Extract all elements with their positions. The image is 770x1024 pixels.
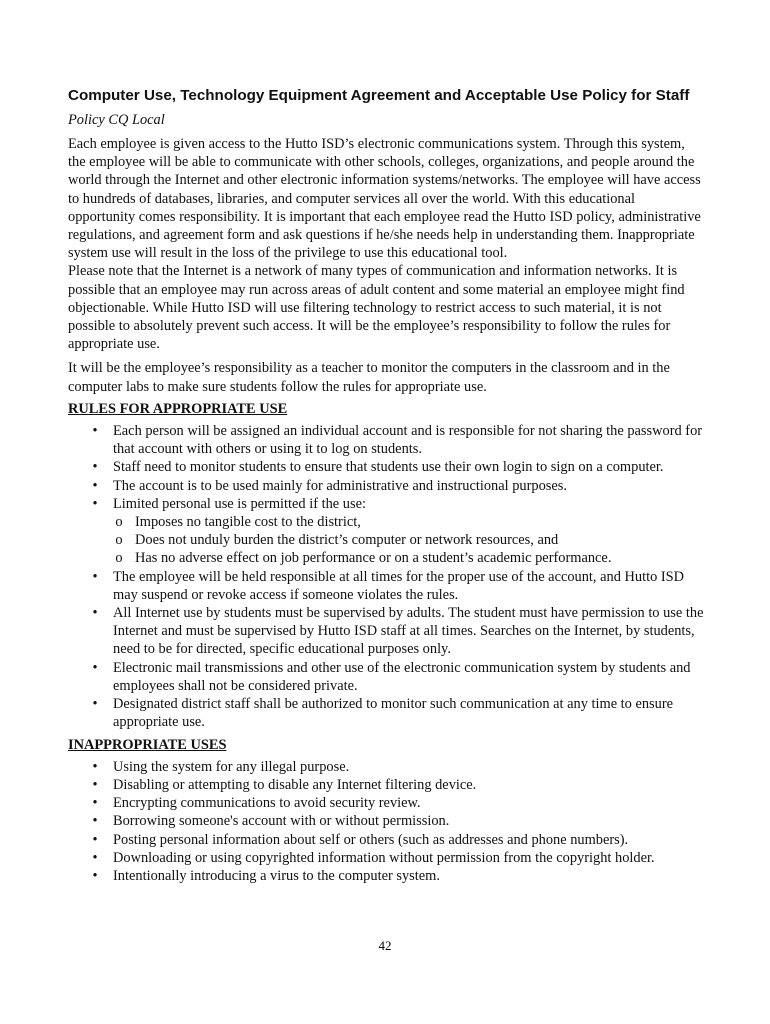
list-item — [68, 867, 704, 885]
list-item — [68, 477, 704, 495]
list-item — [68, 495, 704, 568]
sub-list-item — [113, 513, 704, 531]
circle-bullet-icon: o — [115, 514, 123, 531]
filtering-paragraph: Please note that the Internet is a network of many types of communication and information networks. It is possible that an employee may run across areas of adult content and some material an employee might find objectionable. While Hutto ISD will use filtering technology to restrict access to such material, it is not possible to absolutely prevent such access. It will be the employee’s responsibility to follow the rules for appropriate use. — [68, 263, 685, 353]
bullet-icon: • — [92, 659, 98, 676]
list-item — [68, 812, 704, 830]
inappropriate-uses-heading: INAPPROPRIATE USES — [68, 736, 227, 753]
bullet-icon: • — [92, 459, 98, 476]
intro-paragraph: Each employee is given access to the Hutto ISD’s electronic communications system. Through this system, the employee will be able to communicate with other schools, colleges, organizations, and people around the world through the Internet and other electronic information systems/networks. The employee will have access to hundreds of databases, libraries, and computer services all over the world. With this educational opportunity comes responsibility. It is important that each employee read the Hutto ISD policy, administrative regulations, and agreement form and ask questions if he/she needs help in understanding them. Inappropriate system use will result in the loss of the privilege to use this educational tool. — [68, 136, 701, 262]
bullet-icon: • — [92, 758, 98, 775]
list-item — [68, 831, 704, 849]
list-item-text: Limited personal use is permitted if the use: — [113, 495, 366, 512]
circle-bullet-icon: o — [115, 532, 123, 549]
list-item-text: The employee will be held responsible at all times for the proper use of the account, and Hutto ISD may suspend or revoke access if someone violates the rules. — [113, 568, 685, 603]
teacher-responsibility-paragraph: It will be the employee’s responsibility as a teacher to monitor the computers in the classroom and in the computer labs to make sure students follow the rules for appropriate use. — [68, 360, 670, 395]
list-item — [68, 695, 704, 731]
list-item — [68, 422, 704, 458]
bullet-icon: • — [92, 605, 98, 622]
sub-list-item — [113, 549, 704, 567]
list-item-text: Borrowing someone's account with or without permission. — [113, 813, 450, 830]
list-item-text: Intentionally introducing a virus to the computer system. — [113, 867, 440, 884]
list-item-text: Using the system for any illegal purpose. — [113, 758, 350, 775]
list-item-text: Electronic mail transmissions and other use of the electronic communication system by students and employees shall not be considered private. — [113, 659, 691, 694]
list-item-text: Posting personal information about self or others (such as addresses and phone numbers). — [113, 831, 629, 848]
inappropriate-uses-list — [68, 758, 704, 885]
bullet-icon: • — [92, 568, 98, 585]
list-item — [68, 659, 704, 695]
policy-subtitle: Policy CQ Local — [68, 112, 165, 128]
sub-list-item — [113, 531, 704, 549]
rules-list — [68, 422, 704, 731]
list-item-text: Each person will be assigned an individual account and is responsible for not sharing the password for that account with others or using it to log on students. — [113, 423, 703, 458]
list-item — [68, 568, 704, 604]
bullet-icon: • — [92, 831, 98, 848]
list-item — [68, 458, 704, 476]
sub-list-item-text: Does not unduly burden the district’s computer or network resources, and — [135, 532, 559, 549]
list-item-text: Disabling or attempting to disable any Internet filtering device. — [113, 776, 477, 793]
document-title: Computer Use, Technology Equipment Agreement and Acceptable Use Policy for Staff — [68, 87, 690, 104]
bullet-icon: • — [92, 495, 98, 512]
list-item-text: Staff need to monitor students to ensure that students use their own login to sign on a computer. — [113, 459, 664, 476]
list-item-text: Downloading or using copyrighted information without permission from the copyright holder. — [113, 849, 655, 866]
list-item-text: The account is to be used mainly for administrative and instructional purposes. — [113, 477, 567, 494]
list-item — [68, 776, 704, 794]
bullet-icon: • — [92, 696, 98, 713]
bullet-icon: • — [92, 849, 98, 866]
list-item — [68, 849, 704, 867]
sub-list-item-text: Imposes no tangible cost to the district, — [135, 514, 361, 531]
personal-use-conditions-list — [113, 513, 704, 568]
circle-bullet-icon: o — [115, 550, 123, 567]
bullet-icon: • — [92, 813, 98, 830]
bullet-icon: • — [92, 795, 98, 812]
bullet-icon: • — [92, 867, 98, 884]
rules-heading: RULES FOR APPROPRIATE USE — [68, 400, 288, 417]
list-item-text: Encrypting communications to avoid security review. — [113, 795, 421, 812]
bullet-icon: • — [92, 477, 98, 494]
bullet-icon: • — [92, 776, 98, 793]
list-item-text: Designated district staff shall be authorized to monitor such communication at any time to ensure appropriate use. — [113, 696, 674, 731]
list-item — [68, 604, 704, 659]
bullet-icon: • — [92, 423, 98, 440]
sub-list-item-text: Has no adverse effect on job performance or on a student’s academic performance. — [135, 550, 612, 567]
list-item-text: All Internet use by students must be supervised by adults. The student must have permission to use the Internet and must be supervised by Hutto ISD staff at all times. Searches on the Internet, by students, need to be for directed, specific educational purposes only. — [113, 605, 704, 658]
list-item — [68, 794, 704, 812]
list-item — [68, 758, 704, 776]
page-number: 42 — [378, 938, 392, 953]
